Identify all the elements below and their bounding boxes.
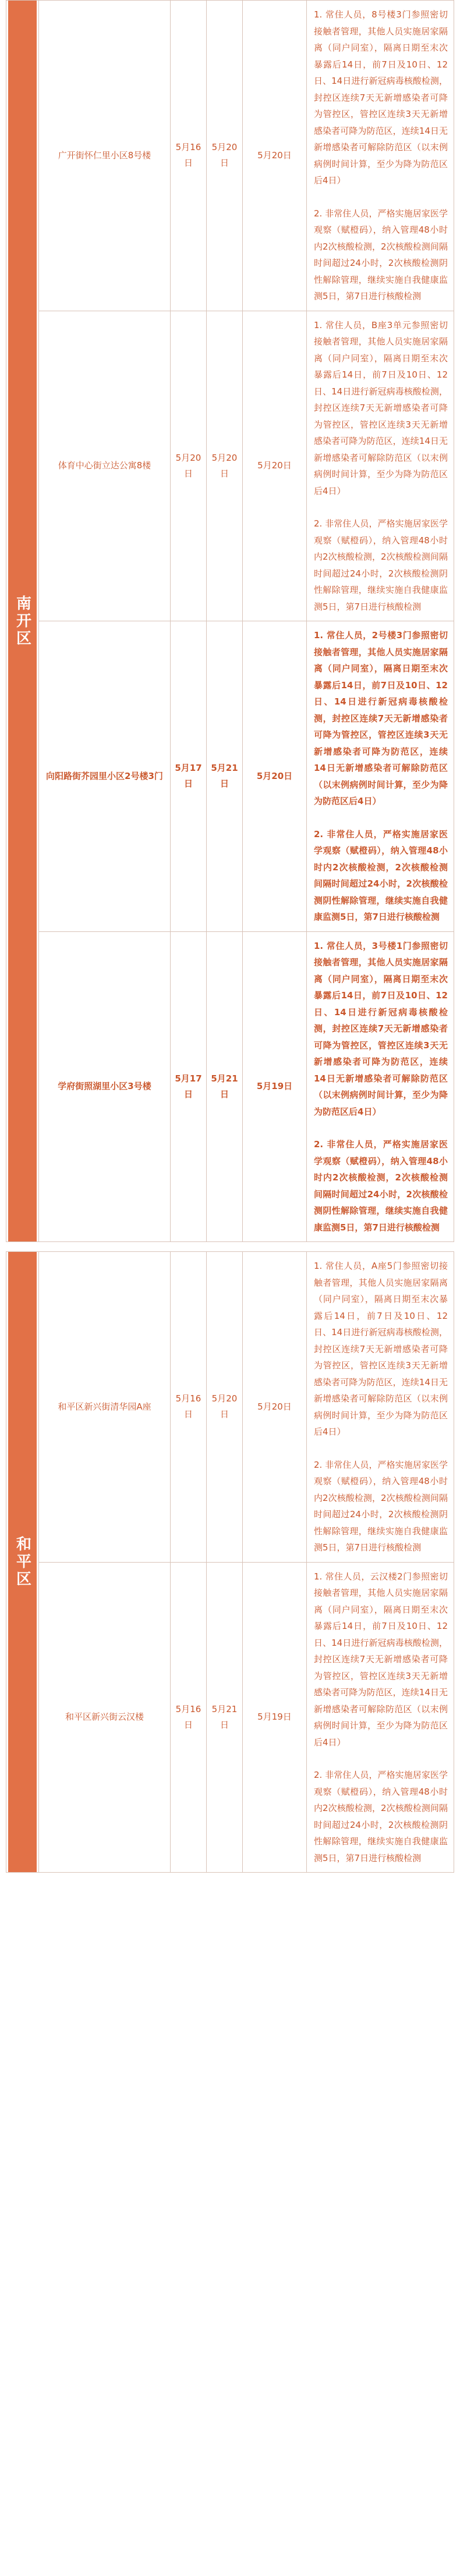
district-rows bbox=[39, 1252, 454, 1872]
measure-item: 2. 非常住人员，严格实施居家医学观察（赋橙码），纳入管理48小时内2次核酸检测，2次核酸检测间隔时间超过24小时，2次核酸检测阴性解除管理，继续实施自我健康监测5日，第7日进行核酸检测 bbox=[314, 1770, 448, 1863]
date-cell-1: 5月16日 bbox=[171, 1, 207, 311]
date-cell-1: 5月20日 bbox=[171, 311, 207, 621]
community-name: 学府街照湖里小区3号楼 bbox=[39, 932, 171, 1242]
date-cell-3: 5月20日 bbox=[243, 1, 307, 311]
community-name: 广开街怀仁里小区8号楼 bbox=[39, 1, 171, 311]
community-name: 体育中心街立达公寓8楼 bbox=[39, 311, 171, 621]
measure-item: 1. 常住人员，3号楼1门参照密切接触者管理，其他人员实施居家隔离（同户同室），隔离日期至末次暴露后14日，前7日及10日、12日、14日进行新冠病毒核酸检测，封控区连续7天无新增感染者可降为管控区，管控区连续3天无新增感染者可降为防范区，连续14日无新增感染者可解除防范区（以末例病例时间计算，至少为降为防范区后4日） bbox=[314, 940, 448, 1117]
measure-item: 1. 常住人员，A座5门参照密切接触者管理，其他人员实施居家隔离（同户同室），隔离日期至末次暴露后14日，前7日及10日、12日、14日进行新冠病毒核酸检测，封控区连续7天无新增感染者可降为管控区，管控区连续3天无新增感染者可降为防范区，连续14日无新增感染者可解除防范区（以末例病例时间计算，至少为降为防范区后4日） bbox=[314, 1261, 448, 1437]
date-cell-2: 5月20日 bbox=[207, 1, 243, 311]
date-cell-2: 5月21日 bbox=[207, 1563, 243, 1873]
community-name: 和平区新兴街清华园A座 bbox=[39, 1252, 171, 1562]
district-table bbox=[6, 1251, 454, 1873]
measures-cell bbox=[307, 932, 454, 1242]
district-name: 南开区 bbox=[8, 1, 37, 1241]
table-row bbox=[39, 311, 454, 622]
district-column bbox=[6, 1, 39, 1241]
date-cell-1: 5月16日 bbox=[171, 1252, 207, 1562]
table-row bbox=[39, 1, 454, 311]
date-cell-3: 5月20日 bbox=[243, 621, 307, 931]
date-cell-2: 5月20日 bbox=[207, 1252, 243, 1562]
measure-item: 2. 非常住人员，严格实施居家医学观察（赋橙码），纳入管理48小时内2次核酸检测，2次核酸检测间隔时间超过24小时，2次核酸检测阴性解除管理，继续实施自我健康监测5日，第7日进行核酸检测 bbox=[314, 1139, 448, 1233]
measure-item: 2. 非常住人员，严格实施居家医学观察（赋橙码），纳入管理48小时内2次核酸检测，2次核酸检测间隔时间超过24小时，2次核酸检测阴性解除管理，继续实施自我健康监测5日，第7日进行核酸检测 bbox=[314, 208, 448, 301]
community-name: 和平区新兴街云汉楼 bbox=[39, 1563, 171, 1873]
district-rows bbox=[39, 1, 454, 1241]
measures-cell bbox=[307, 311, 454, 621]
table-row bbox=[39, 932, 454, 1242]
date-cell-3: 5月20日 bbox=[243, 1252, 307, 1562]
measure-item: 2. 非常住人员，严格实施居家医学观察（赋橙码），纳入管理48小时内2次核酸检测，2次核酸检测间隔时间超过24小时，2次核酸检测阴性解除管理，继续实施自我健康监测5日，第7日进行核酸检测 bbox=[314, 518, 448, 612]
district-column bbox=[6, 1252, 39, 1872]
date-cell-2: 5月21日 bbox=[207, 932, 243, 1242]
measure-item: 2. 非常住人员，严格实施居家医学观察（赋橙码），纳入管理48小时内2次核酸检测，2次核酸检测间隔时间超过24小时，2次核酸检测阴性解除管理，继续实施自我健康监测5日，第7日进行核酸检测 bbox=[314, 1459, 448, 1553]
community-name: 向阳路街芥园里小区2号楼3门 bbox=[39, 621, 171, 931]
measures-cell bbox=[307, 621, 454, 931]
district-tables bbox=[6, 0, 454, 1873]
table-row bbox=[39, 1252, 454, 1563]
date-cell-1: 5月17日 bbox=[171, 621, 207, 931]
measure-item: 2. 非常住人员，严格实施居家医学观察（赋橙码），纳入管理48小时内2次核酸检测，2次核酸检测间隔时间超过24小时，2次核酸检测阴性解除管理，继续实施自我健康监测5日，第7日进行核酸检测 bbox=[314, 828, 448, 922]
date-cell-3: 5月19日 bbox=[243, 1563, 307, 1873]
date-cell-2: 5月21日 bbox=[207, 621, 243, 931]
date-cell-3: 5月19日 bbox=[243, 932, 307, 1242]
table-row bbox=[39, 621, 454, 932]
measure-item: 1. 常住人员，8号楼3门参照密切接触者管理，其他人员实施居家隔离（同户同室），隔离日期至末次暴露后14日，前7日及10日、12日、14日进行新冠病毒核酸检测，封控区连续7天无新增感染者可降为管控区，管控区连续3天无新增感染者可降为防范区，连续14日无新增感染者可解除防范区（以末例病例时间计算，至少为降为防范区后4日） bbox=[314, 9, 448, 186]
date-cell-1: 5月17日 bbox=[171, 932, 207, 1242]
date-cell-1: 5月16日 bbox=[171, 1563, 207, 1873]
district-name: 和平区 bbox=[8, 1252, 37, 1872]
measures-cell bbox=[307, 1563, 454, 1873]
measure-item: 1. 常住人员，2号楼3门参照密切接触者管理，其他人员实施居家隔离（同户同室），隔离日期至末次暴露后14日，前7日及10日、12日、14日进行新冠病毒核酸检测，封控区连续7天无新增感染者可降为管控区，管控区连续3天无新增感染者可降为防范区，连续14日无新增感染者可解除防范区（以末例病例时间计算，至少为降为防范区后4日） bbox=[314, 630, 448, 806]
measures-cell bbox=[307, 1252, 454, 1562]
district-table bbox=[6, 0, 454, 1242]
table-row bbox=[39, 1563, 454, 1873]
measure-item: 1. 常住人员，B座3单元参照密切接触者管理，其他人员实施居家隔离（同户同室），隔离日期至末次暴露后14日，前7日及10日、12日、14日进行新冠病毒核酸检测，封控区连续7天无新增感染者可降为管控区，管控区连续3天无新增感染者可降为防范区，连续14日无新增感染者可解除防范区（以末例病例时间计算，至少为降为防范区后4日） bbox=[314, 319, 448, 496]
measure-item: 1. 常住人员，云汉楼2门参照密切接触者管理，其他人员实施居家隔离（同户同室），隔离日期至末次暴露后14日，前7日及10日、12日、14日进行新冠病毒核酸检测，封控区连续7天无新增感染者可降为管控区，管控区连续3天无新增感染者可降为防范区，连续14日无新增感染者可解除防范区（以末例病例时间计算，至少为降为防范区后4日） bbox=[314, 1571, 448, 1748]
date-cell-2: 5月20日 bbox=[207, 311, 243, 621]
date-cell-3: 5月20日 bbox=[243, 311, 307, 621]
measures-cell bbox=[307, 1, 454, 311]
